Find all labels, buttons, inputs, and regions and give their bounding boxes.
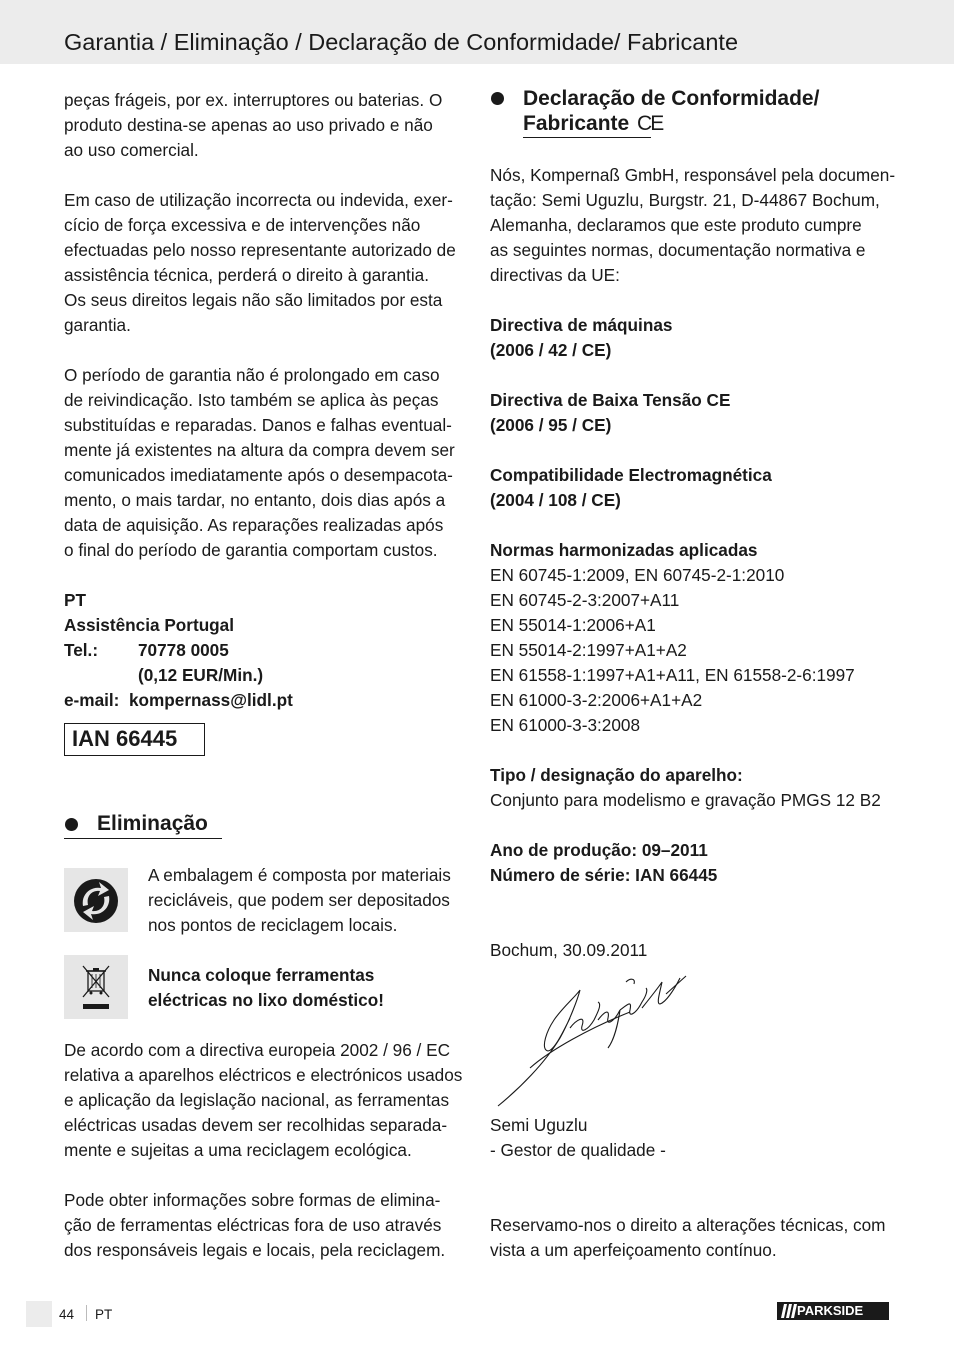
tel-rate: (0,12 EUR/Min.) — [138, 665, 264, 685]
norm-item: EN 55014-1:2006+A1 — [490, 615, 656, 635]
type-heading: Tipo / designação do aparelho: — [490, 765, 743, 785]
heading-underline — [523, 137, 651, 138]
text-line: Os seus direitos legais não são limitados por esta — [64, 290, 443, 310]
text-line: A embalagem é composta por materiais — [148, 865, 451, 885]
tel-label: Tel.: — [64, 640, 99, 660]
tel-value: 70778 0005 — [138, 640, 229, 660]
text-line: Nunca coloque ferramentas — [148, 965, 375, 985]
directive-emc-number: (2004 / 108 / CE) — [490, 490, 621, 510]
norms-heading: Normas harmonizadas aplicadas — [490, 540, 758, 560]
bullet-icon — [491, 92, 504, 105]
conformity-heading-text: Fabricante — [523, 112, 630, 135]
text-line: Pode obter informações sobre formas de elimina- — [64, 1190, 441, 1210]
text-line: assistência técnica, perderá o direito à garantia. — [64, 265, 429, 285]
text-line: garantia. — [64, 315, 131, 335]
text-line: substituídas e reparadas. Danos e falhas eventual- — [64, 415, 452, 435]
text-line: Em caso de utilização incorrecta ou indevida, exer- — [64, 190, 453, 210]
text-line: nos pontos de reciclagem locais. — [148, 915, 398, 935]
text-line: Alemanha, declaramos que este produto cumpre — [490, 215, 862, 235]
page-title: Garantia / Eliminação / Declaração de Conformidade/ Fabricante — [64, 29, 739, 55]
conformity-heading-line2 — [523, 111, 662, 136]
page-header — [0, 0, 954, 64]
directive-low-voltage: Directiva de Baixa Tensão CE — [490, 390, 731, 410]
footer-divider — [86, 1305, 87, 1321]
text-line: relativa a aparelhos eléctricos e electrónicos usados — [64, 1065, 463, 1085]
serial-number: Número de série: IAN 66445 — [490, 865, 718, 885]
type-value: Conjunto para modelismo e gravação PMGS 12 B2 — [490, 790, 881, 810]
text-line: mento, o mais tardar, no entanto, dois dias após a — [64, 490, 446, 510]
text-line: produto destina-se apenas ao uso privado e não — [64, 115, 433, 135]
signer-title: - Gestor de qualidade - — [490, 1140, 666, 1160]
text-line: tação: Semi Uguzlu, Burgstr. 21, D-44867 Bochum, — [490, 190, 880, 210]
text-line: ao uso comercial. — [64, 140, 199, 160]
norm-item: EN 61000-3-3:2008 — [490, 715, 641, 735]
brand-stripes-icon — [781, 1304, 797, 1318]
text-line: comunicados imediatamente após o desempacota- — [64, 465, 453, 485]
signer-name: Semi Uguzlu — [490, 1115, 588, 1135]
ce-mark-icon: CE — [637, 112, 663, 135]
page-corner-marker — [26, 1301, 52, 1327]
email-value: kompernass@lidl.pt — [128, 690, 293, 710]
page-number: 44 — [59, 1307, 75, 1322]
norm-item: EN 55014-2:1997+A1+A2 — [490, 640, 687, 660]
text-line: Nós, Kompernaß GmbH, responsável pela documen- — [490, 165, 896, 185]
brand-name: PARKSIDE — [797, 1303, 864, 1318]
text-line: Reservamo-nos o direito a alterações técnicas, com — [490, 1215, 886, 1235]
conformity-heading-line1: Declaração de Conformidade/ — [523, 87, 820, 110]
ian-number: IAN 66445 — [72, 726, 178, 751]
bullet-icon — [65, 818, 78, 831]
directive-machines: Directiva de máquinas — [490, 315, 673, 335]
production-year: Ano de produção: 09–2011 — [490, 840, 708, 860]
text-line: mente já existentes na altura da compra devem ser — [64, 440, 455, 460]
email-label: e-mail: — [64, 690, 120, 710]
text-line: ção de ferramentas eléctricas fora de uso através — [64, 1215, 442, 1235]
text-line: o final do período de garantia comportam custos. — [64, 540, 438, 560]
norm-item: EN 60745-1:2009, EN 60745-2-1:2010 — [490, 565, 785, 585]
signature — [490, 968, 700, 1118]
text-line: e aplicação da legislação nacional, as ferramentas — [64, 1090, 450, 1110]
text-line: recicláveis, que podem ser depositados — [148, 890, 450, 910]
service-country: PT — [64, 590, 86, 610]
crossed-bin-icon — [64, 955, 128, 1019]
directive-emc: Compatibilidade Electromagnética — [490, 465, 772, 485]
text-line: dos responsáveis legais e locais, pela reciclagem. — [64, 1240, 446, 1260]
ian-box — [64, 723, 205, 756]
place-date: Bochum, 30.09.2011 — [490, 940, 648, 960]
text-line: O período de garantia não é prolongado em caso — [64, 365, 440, 385]
norm-item: EN 60745-2-3:2007+A11 — [490, 590, 680, 610]
text-line: data de aquisição. As reparações realizadas após — [64, 515, 444, 535]
service-email — [64, 688, 293, 713]
text-line: eléctricas usadas devem ser recolhidas separada- — [64, 1115, 448, 1135]
directive-machines-number: (2006 / 42 / CE) — [490, 340, 612, 360]
service-tel — [64, 638, 229, 663]
text-line: vista a um aperfeiçoamento contínuo. — [490, 1240, 777, 1260]
text-line: eléctricas no lixo doméstico! — [148, 990, 384, 1010]
recycle-icon — [64, 868, 128, 932]
norm-item: EN 61000-3-2:2006+A1+A2 — [490, 690, 703, 710]
text-line: cício de força excessiva e de intervenções não — [64, 215, 421, 235]
text-line: as seguintes normas, documentação normativa e — [490, 240, 866, 260]
disposal-heading: Eliminação — [97, 812, 208, 835]
text-line: de reivindicação. Isto também se aplica às peças — [64, 390, 439, 410]
directive-low-voltage-number: (2006 / 95 / CE) — [490, 415, 612, 435]
norm-item: EN 61558-1:1997+A1+A11, EN 61558-2-6:1997 — [490, 665, 855, 685]
text-line: efectuadas pelo nosso representante autorizado de — [64, 240, 456, 260]
text-line: directivas da UE: — [490, 265, 620, 285]
page-language: PT — [95, 1307, 113, 1322]
text-line: mente e sujeitas a uma reciclagem ecológica. — [64, 1140, 412, 1160]
service-name: Assistência Portugal — [64, 615, 235, 635]
text-line: peças frágeis, por ex. interruptores ou baterias. O — [64, 90, 443, 110]
heading-underline — [64, 838, 222, 839]
brand-logo — [777, 1302, 889, 1320]
text-line: De acordo com a directiva europeia 2002 / 96 / EC — [64, 1040, 450, 1060]
